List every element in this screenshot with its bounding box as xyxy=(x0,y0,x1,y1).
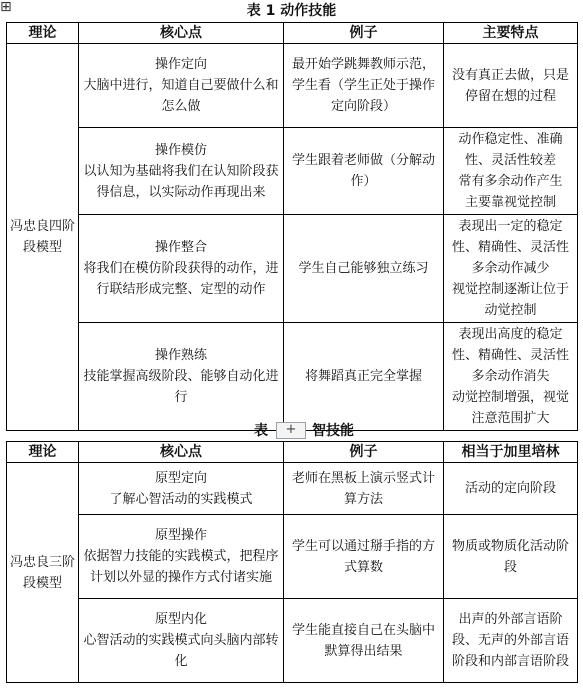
table-row xyxy=(7,215,578,323)
feature-line: 主要靠视觉控制 xyxy=(464,195,556,210)
table2-caption-right: 智技能 xyxy=(312,423,354,439)
feature-line: 动作稳定性、准确性、灵活性较差 xyxy=(458,132,563,168)
feature-line: 表现出一定的稳定性、精确性、灵活性 xyxy=(451,219,569,255)
features-cell xyxy=(444,323,578,431)
phase-name: 原型内化 xyxy=(154,612,207,627)
phase-desc: 了解心智活动的实践模式 xyxy=(109,491,253,507)
add-row-button[interactable]: + xyxy=(276,422,306,439)
feature-line: 视觉控制逐渐让位于动觉控制 xyxy=(451,282,569,318)
table1-caption: 表 1 动作技能 xyxy=(246,3,337,19)
table-row xyxy=(7,463,578,515)
example-cell: 学生跟着老师做（分解动作） xyxy=(284,128,444,215)
example-cell: 学生能直接自己在头脑中默算得出结果 xyxy=(284,599,444,683)
galperin-cell: 出声的外部言语阶段、无声的外部言语阶段和内部言语阶段 xyxy=(444,599,578,683)
table1 xyxy=(6,22,578,431)
core-point-cell xyxy=(79,128,284,215)
galperin-cell: 物质或物质化活动阶段 xyxy=(444,515,578,599)
feature-line: 常有多余动作产生 xyxy=(458,174,563,189)
table2-theory-cell: 冯忠良三阶段模型 xyxy=(7,463,79,683)
example-cell: 最开始学跳舞教师示范，学生看（学生正处于操作定向阶段） xyxy=(284,44,444,128)
core-point-cell xyxy=(79,599,284,683)
phase-desc: 心智活动的实践模式向头脑内部转化 xyxy=(83,633,279,669)
feature-line: 表现出高度的稳定性、精确性、灵活性 xyxy=(451,327,569,363)
table-row xyxy=(7,128,578,215)
feature-line: 多余动作消失 xyxy=(471,369,550,384)
phase-name: 操作整合 xyxy=(154,240,207,255)
features-cell xyxy=(444,128,578,215)
phase-name: 操作熟练 xyxy=(154,348,207,363)
features-cell xyxy=(444,215,578,323)
table1-theory-cell: 冯忠良四阶段模型 xyxy=(7,44,79,431)
features-cell xyxy=(444,44,578,128)
core-point-cell xyxy=(79,515,284,599)
table2-header-theory: 理论 xyxy=(7,442,79,463)
phase-desc: 依据智力技能的实践模式，把程序计划以外显的操作方式付诸实施 xyxy=(83,549,279,585)
table-row xyxy=(7,323,578,431)
phase-name: 原型操作 xyxy=(154,528,207,543)
galperin-cell: 活动的定向阶段 xyxy=(444,463,578,515)
table1-header-core: 核心点 xyxy=(79,23,284,44)
feature-line: 没有真正去做，只是停留在想的过程 xyxy=(451,67,569,104)
table1-header-row xyxy=(7,23,578,44)
table-row xyxy=(7,515,578,599)
table2 xyxy=(6,441,578,683)
phase-name: 操作模仿 xyxy=(154,142,207,158)
table1-header-theory: 理论 xyxy=(7,23,79,44)
table2-header-row xyxy=(7,442,578,463)
feature-line: 多余动作减少 xyxy=(471,261,550,276)
table2-header-example: 例子 xyxy=(284,442,444,463)
phase-name: 操作定向 xyxy=(154,57,207,72)
table-row xyxy=(7,44,578,128)
example-cell: 将舞蹈真正完全掌握 xyxy=(284,323,444,431)
phase-desc: 以认知为基础将我们在认知阶段获得信息，以实际动作再现出来 xyxy=(83,163,279,200)
core-point-cell xyxy=(79,215,284,323)
phase-name: 原型定向 xyxy=(154,470,207,486)
table2-header-core: 核心点 xyxy=(79,442,284,463)
phase-desc: 技能掌握高级阶段、能够自动化进行 xyxy=(83,369,279,405)
phase-desc: 将我们在模仿阶段获得的动作，进行联结形成完整、定型的动作 xyxy=(83,261,279,297)
feature-line: 动觉控制增强，视觉注意范围扩大 xyxy=(451,390,569,426)
table2-header-galperin: 相当于加里培林 xyxy=(444,442,578,463)
example-cell: 学生可以通过掰手指的方式算数 xyxy=(284,515,444,599)
table-row xyxy=(7,599,578,683)
table1-header-example: 例子 xyxy=(284,23,444,44)
core-point-cell xyxy=(79,44,284,128)
table2-caption-left: 表 xyxy=(254,423,268,439)
table1-header-features: 主要特点 xyxy=(444,23,578,44)
core-point-cell xyxy=(79,323,284,431)
table-move-handle[interactable]: ⊞ xyxy=(0,0,12,15)
core-point-cell xyxy=(79,463,284,515)
phase-desc: 大脑中进行，知道自己要做什么和怎么做 xyxy=(83,78,279,114)
example-cell: 老师在黑板上演示竖式计算方法 xyxy=(284,463,444,515)
example-cell: 学生自己能够独立练习 xyxy=(284,215,444,323)
